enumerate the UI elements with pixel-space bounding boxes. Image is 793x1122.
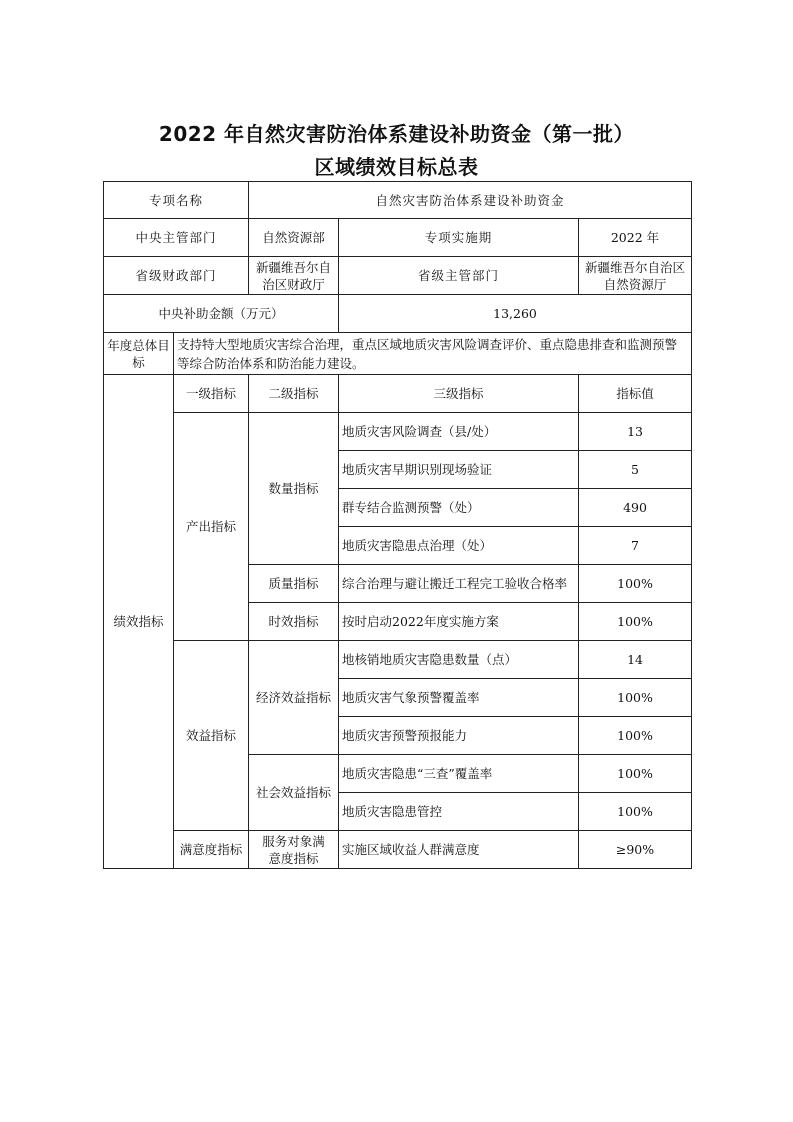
benefit-indicator-label: 效益指标	[174, 641, 249, 831]
prov-dept-label: 省级主管部门	[339, 257, 579, 295]
col-level1-header: 一级指标	[174, 375, 249, 413]
indicator-name: 地质灾害气象预警覆盖率	[339, 679, 579, 717]
col-value-header: 指标值	[579, 375, 692, 413]
indicator-name: 按时启动2022年度实施方案	[339, 603, 579, 641]
satisfaction-indicator-label: 满意度指标	[174, 831, 249, 869]
project-name-label: 专项名称	[104, 182, 249, 219]
indicator-name: 群专结合监测预警（处）	[339, 489, 579, 527]
prov-finance-label: 省级财政部门	[104, 257, 249, 295]
subsidy-label: 中央补助金额（万元）	[104, 295, 339, 333]
indicator-name: 地质灾害隐患点治理（处）	[339, 527, 579, 565]
indicator-value: 100%	[579, 603, 692, 641]
document-title-line1: 2022 年自然灾害防治体系建设补助资金（第一批）	[158, 122, 635, 146]
project-name-value: 自然灾害防治体系建设补助资金	[249, 182, 692, 219]
economic-benefit-label: 经济效益指标	[249, 641, 339, 755]
quantity-indicator-label: 数量指标	[249, 413, 339, 565]
central-dept-label: 中央主管部门	[104, 219, 249, 257]
annual-goal-value: 支持特大型地质灾害综合治理，重点区域地质灾害风险调查评价、重点隐患排查和监测预警等综合防治体系和防治能力建设。	[174, 333, 692, 375]
indicator-value: 7	[579, 527, 692, 565]
annual-goal-label: 年度总体目标	[104, 333, 174, 375]
indicator-value: 100%	[579, 717, 692, 755]
indicator-name: 地质灾害隐患管控	[339, 793, 579, 831]
indicator-value: 490	[579, 489, 692, 527]
indicator-name: 实施区域收益人群满意度	[339, 831, 579, 869]
prov-finance-value: 新疆维吾尔自治区财政厅	[249, 257, 339, 295]
service-satisfaction-label: 服务对象满意度指标	[249, 831, 339, 869]
period-value: 2022 年	[579, 219, 692, 257]
social-benefit-label: 社会效益指标	[249, 755, 339, 831]
performance-target-table	[103, 181, 692, 869]
indicator-name: 地质灾害早期识别现场验证	[339, 451, 579, 489]
output-indicator-label: 产出指标	[174, 413, 249, 641]
indicator-value: 13	[579, 413, 692, 451]
quality-indicator-label: 质量指标	[249, 565, 339, 603]
subsidy-value: 13,260	[339, 295, 692, 333]
prov-dept-value: 新疆维吾尔自治区自然资源厅	[579, 257, 692, 295]
timeliness-indicator-label: 时效指标	[249, 603, 339, 641]
indicator-value: ≥90%	[579, 831, 692, 869]
indicator-name: 地质灾害风险调查（县/处）	[339, 413, 579, 451]
col-level2-header: 二级指标	[249, 375, 339, 413]
indicator-name: 综合治理与避让搬迁工程完工验收合格率	[339, 565, 579, 603]
indicator-value: 100%	[579, 679, 692, 717]
indicator-value: 5	[579, 451, 692, 489]
indicator-name: 地核销地质灾害隐患数量（点）	[339, 641, 579, 679]
document-title-line2: 区域绩效目标总表	[314, 155, 479, 179]
indicator-value: 100%	[579, 565, 692, 603]
indicator-value: 100%	[579, 793, 692, 831]
period-label: 专项实施期	[339, 219, 579, 257]
col-level3-header: 三级指标	[339, 375, 579, 413]
performance-indicators-label: 绩效指标	[104, 375, 174, 869]
central-dept-value: 自然资源部	[249, 219, 339, 257]
indicator-value: 100%	[579, 755, 692, 793]
indicator-name: 地质灾害预警预报能力	[339, 717, 579, 755]
indicator-value: 14	[579, 641, 692, 679]
indicator-name: 地质灾害隐患“三查”覆盖率	[339, 755, 579, 793]
